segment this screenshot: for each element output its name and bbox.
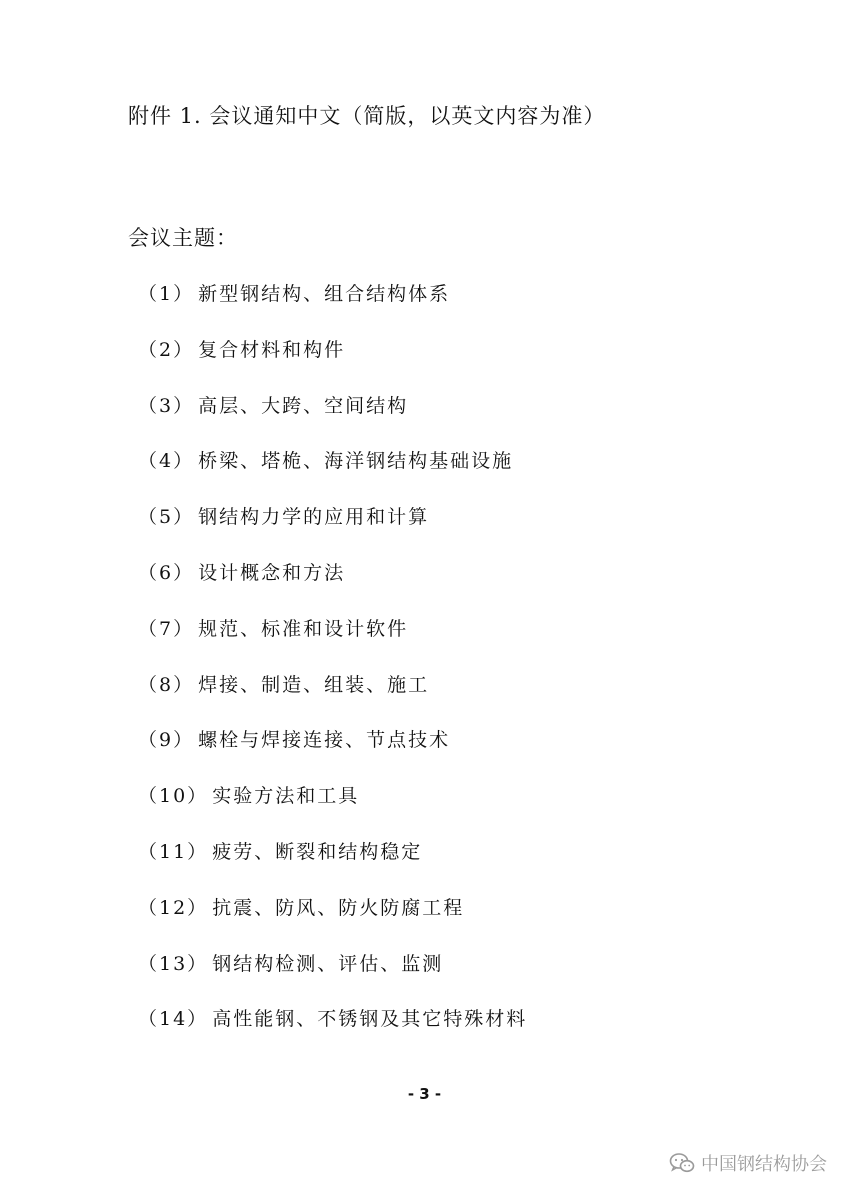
topics-heading: 会议主题：: [128, 226, 238, 250]
topic-item: [138, 615, 527, 671]
topic-text: 复合材料和构件: [198, 338, 346, 361]
topic-item: [138, 392, 527, 448]
topic-number: （5）: [138, 506, 195, 529]
topic-text: 规范、标准和设计软件: [198, 617, 409, 640]
topic-number: （8）: [138, 673, 195, 696]
topic-text: 实验方法和工具: [212, 785, 360, 808]
topic-item: [138, 894, 527, 950]
topic-text: 高层、大跨、空间结构: [198, 394, 409, 417]
topic-number: （3）: [138, 394, 195, 417]
topic-number: （12）: [138, 896, 209, 919]
topic-number: （2）: [138, 338, 195, 361]
watermark-text: 中国钢结构协会: [701, 1154, 827, 1175]
topic-number: （13）: [138, 952, 209, 975]
topic-item: [138, 447, 527, 503]
topic-number: （11）: [138, 840, 209, 863]
topic-number: （14）: [138, 1008, 209, 1031]
topic-text: 设计概念和方法: [198, 561, 346, 584]
topic-item: [138, 1005, 527, 1061]
topic-item: [138, 838, 527, 894]
topic-number: （4）: [138, 450, 195, 473]
topic-item: [138, 671, 527, 727]
wechat-icon: [669, 1152, 695, 1174]
topic-text: 螺栓与焊接连接、节点技术: [198, 729, 451, 752]
topic-text: 高性能钢、不锈钢及其它特殊材料: [212, 1008, 528, 1031]
topic-text: 抗震、防风、防火防腐工程: [212, 896, 465, 919]
topic-item: [138, 336, 527, 392]
topic-text: 桥梁、塔桅、海洋钢结构基础设施: [198, 450, 514, 473]
topic-text: 焊接、制造、组装、施工: [198, 673, 430, 696]
topic-number: （10）: [138, 785, 209, 808]
page-number: - 3 -: [407, 1085, 442, 1103]
topic-item: [138, 782, 527, 838]
topic-number: （6）: [138, 561, 195, 584]
topic-item: [138, 559, 527, 615]
topic-text: 疲劳、断裂和结构稳定: [212, 840, 423, 863]
source-watermark: [669, 1150, 827, 1176]
topic-number: （7）: [138, 617, 195, 640]
topic-number: （1）: [138, 283, 195, 305]
topic-text: 钢结构检测、评估、监测: [212, 952, 444, 975]
topic-number: （9）: [138, 729, 195, 752]
topic-text: 新型钢结构、组合结构体系: [198, 283, 451, 305]
topic-text: 钢结构力学的应用和计算: [198, 506, 430, 529]
topic-item: [138, 280, 527, 336]
topic-item: [138, 950, 527, 1006]
topic-list: [138, 280, 527, 1061]
topic-item: [138, 726, 527, 782]
attachment-title: 附件 1. 会议通知中文（简版，以英文内容为准）: [128, 104, 606, 128]
topic-item: [138, 503, 527, 559]
